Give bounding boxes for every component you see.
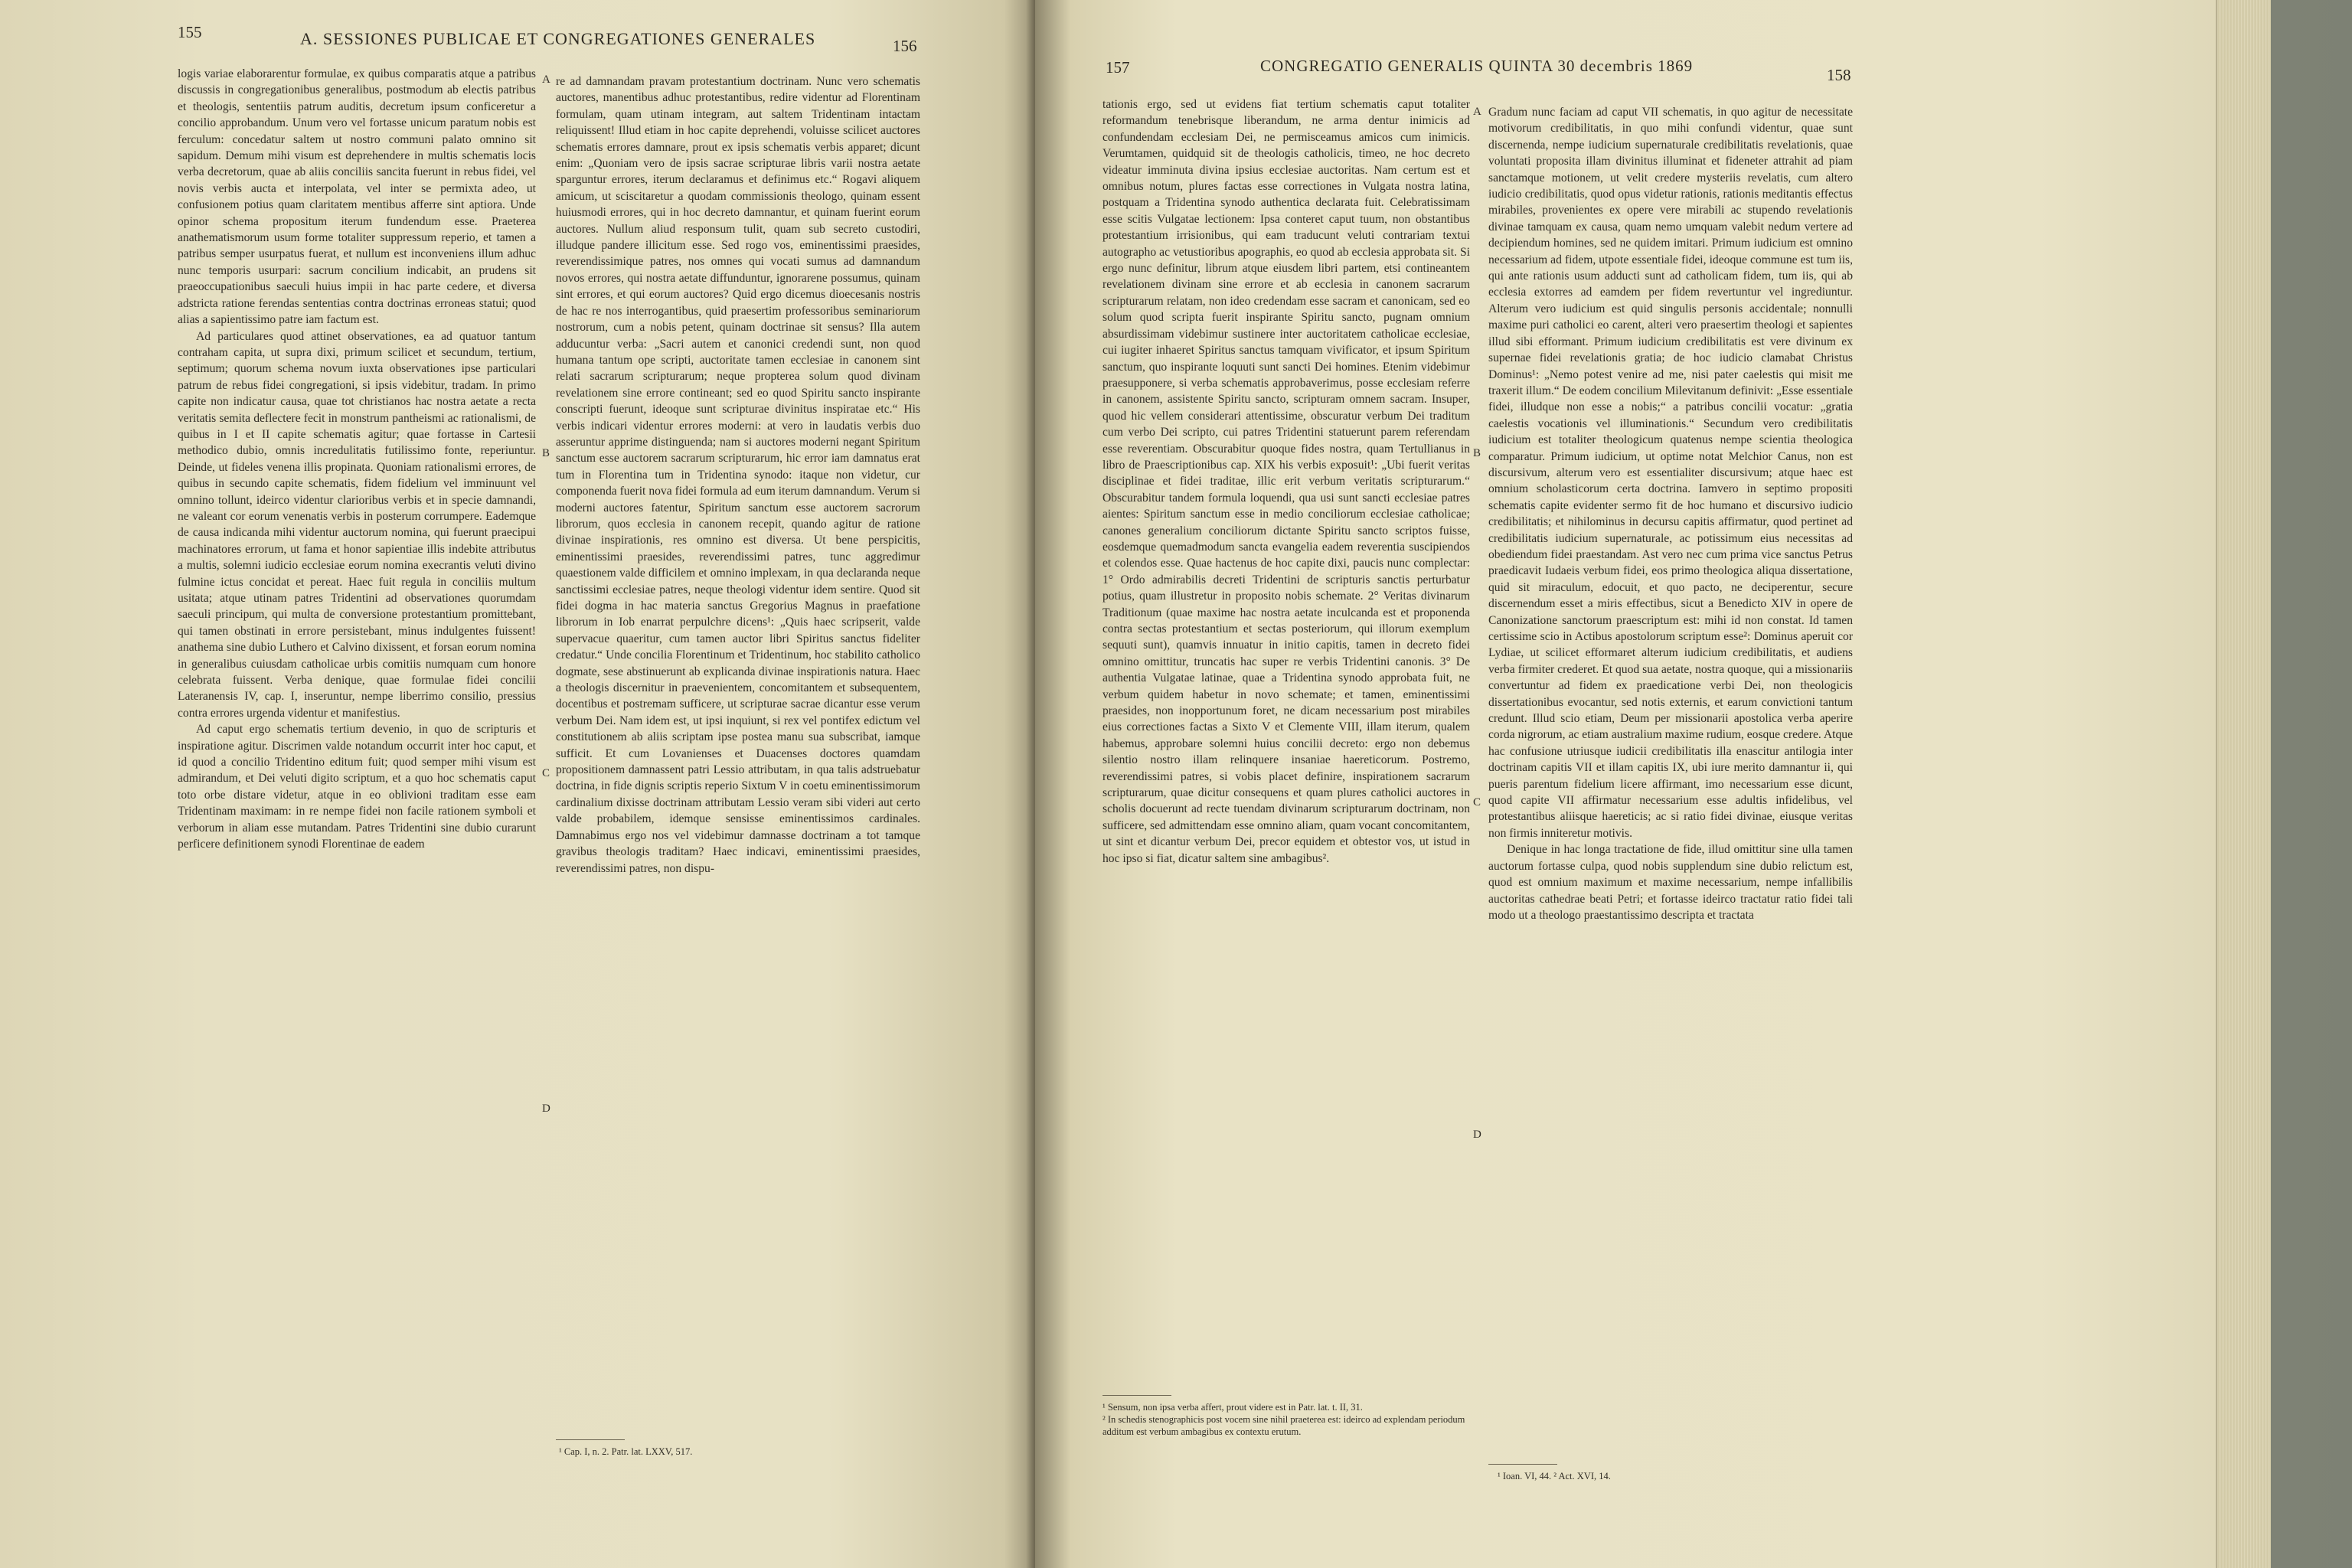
paragraph: tationis ergo, sed ut evidens fiat tertium schematis caput totaliter reformandum tenebrisque liberandum, ne arma dentur inimicis ad confundendam ecclesiam Dei, ne permisceamus amicos cum inimicis. Verumtamen, quidquid sit de theologis catholicis, timeo, ne hoc decreto videatur imminuta divina ipsius ecclesiae auctoritas. Nam certum est et omnibus notum, plures factas esse correctiones in Vulgata nostra latina, postquam a Tridentina synodo authentica declarata fuit. Celebratissimam esse scitis Vulgatae lectionem: Ipsa conteret caput tuum, non obstantibus protestantium irrisionibus, qui eam traducunt veluti contrariam textui autographo ac vetustioribus apographis, eo quod ab ecclesia approbata sit. Si ergo nunc definitur, librum atque eiusdem libri partem, etsi contineantem revelationem divinam sine errore et ab ecclesia in canonem sacrarum scripturarum relatam, non ideo credendam esse sacram et canonicam, sed eo solum quod scripta fuerit inspirante Spiritu sancto, pugnam omnium absurdissimam videbimur sustinere inter auctoritatem catholicae ecclesiae, cui iugiter inhaeret Spiritus sanctus tamquam vivificator, et ipsum Spiritum sanctum, quo inspirante loquuti sunt sancti Dei homines. Etenim videbimur praesupponere, si verba schematis approbaverimus, posse ecclesiam referre in canonem, assistente Spiritu sancto, scripturam omnem sacram. Insuper, quod hic vellem considerari attentissime, obscuratur verbum Dei traditum cum verbo Dei scripto, cui patres Tridentini statuerunt parem referendam esse reverentiam. Obscurabitur quoque fides nostra, quam Tertullianus in libro de Praescriptionibus cap. XIX his verbis exposuit¹: „Ubi fuerit veritas disciplinae et fidei traditae, illic erit verbum veritatis scripturarum.“ Obscurabitur tandem formula loquendi, qua usi sunt sancti ecclesiae patres aientes: Spiritum sanctum esse in medio conciliorum ecclesiae catholicae; canones generalium conciliorum dictante Spiritu sancto scriptos fuisse, eosdemque quemadmodum sancta evangelia eadem reverentia suscipiendos et colendos esse. Quae hactenus de hoc capite dixi, paucis nunc complectar: 1° Ordo admirabilis decreti Tridentini de scripturis sanctis perturbatur potius, quam illustretur in proposito nobis schemate. 2° Veritas divinarum Traditionum (quae maxime hac nostra aetate inculcanda est et proponenda contra sectas protestantium et sectas posteriorum, qui illorum exemplum sequuti sunt), quamvis innuatur in initio capitis, tamen in decreto fidei omnino omittitur, truncatis hac super re verbis Tridentini canonis. 3° De authentia Vulgatae latinae, quae a Tridentina synodo approbata fuit, ne verbum quidem habetur in novo schemate; et tamen, eminentissimi praesides, non inopportunum foret, ne dicam necessarium post mirabiles eius correctiones factas a Sixto V et Clemente VIII, illam iterum, qualem habemus, approbare solemni huius concilii decreto: ergo non debemus silentio nostro illam relinquere insaniae haereticorum. Postremo, reverendissimi patres, si vobis placet definire, inspirationem sacrarum scripturarum, quae dicitur consequens et quam plures catholici auctores in scholis docuerunt ad recte tuendam divinarum scripturarum doctrinam, non sufficere, sed admittendam esse omnino aliam, quam vocant concomitantem, ut sint et dicantur verbum Dei, precor equidem et obtestor vos, ut istud in hoc ipso si fiat, dicatur saltem sine ambagibus².: [1102, 98, 1470, 865]
margin-marker: B: [542, 447, 550, 459]
footnote-text: ² In schedis stenographicis post vocem sine nihil praeterea est: ideirco ad explendam periodum additum est verbum ambagibus ex contextu erutum.: [1102, 1414, 1465, 1437]
paragraph: re ad damnandam pravam protestantium doctrinam. Nunc vero schematis auctores, manentibus adhuc protestantibus, redire videntur ad Florentinam formulam, quam utinam integram, aut saltem Tridentinam intactam reliquissent! Illud etiam in hoc capite deprehendi, voluisse scilicet auctores schematis errores damnare, prout ex ipsis schematis verbis apparet; dicunt enim: „Quoniam vero de ipsis sacrae scripturae libris varii nostra aetate sparguntur errores, iterum declaramus et definimus etc.“ Rogavi aliquem amicum, ut sciscitaretur a quodam commissionis theologo, quinam essent huiusmodi errores, qui in hoc decreto damnantur, et quinam fuerint eorum auctores. Nullum aliud responsum tulit, quam sub secreto custodiri, illudque pandere illicitum esse. Sed rogo vos, eminentissimi praesides, reverendissimique patres, nos omnes qui vocati sumus ad damnandum novos errores, qui nostra aetate diffunduntur, ignorarene possumus, quinam sint errores, et qui eorum auctores? Quid ergo dicemus dioecesanis nostris de hac re nos interrogantibus, quid praesertim professoribus seminariorum nostrorum, cum a nobis petent, quinam doctrinae sit sensus? Illa autem adducuntur verba: „Sacri autem et canonici credendi sunt, non quod humana tantum ope scripti, auctoritate tamen ecclesiae in canonem sint relati sacrarum scripturarum; neque propterea solum quod divinam revelationem sine errore contineant; sed eo quod Spiritu sancto inspirante conscripti fuerunt, ideoque sunt scripturae divinitus inspiratae etc.“ His verbis indicari videntur errores moderni: at vero in laudatis verbis duo asseruntur apprime distinguenda; nam si auctores moderni negant Spiritum sanctum esse auctorem sacrarum scripturarum, hic error iam damnatus erat tum in Florentina tum in Tridentina synodo: itaque non videtur, cur componenda fuerit nova fidei formula ad eum iterum damnandum. Verum si moderni auctores fatentur, Spiritum sanctum esse auctorem sacrorum librorum, quos ecclesia in canonem recepit, quando agitur de ratione divinae inspirationis, res omnino est diversa. Ut bene perspicitis, eminentissimi praesides, reverendissimi patres, tunc aggredimur quaestionem valde difficilem et omnino implexam, in qua declaranda neque sanctissimi ecclesiae patres, neque theologi videntur idem sentire. Quod sit fidei dogma in hac materia sanctus Gregorius Magnus in praefatione librorum in Iob enarrat perpulchre dicens¹: „Quis haec scripserit, valde supervacue quaeritur, cum tamen auctor libri Spiritus sanctus fideliter credatur.“ Unde concilia Florentinum et Tridentinum, hoc stabilito catholico dogmate, sese abstinuerunt ab explicanda divinae inspirationis natura. Haec a theologis discernitur in praevenientem, concomitantem et subsequentem, docentibus et postremam sufficere, ut scripturae sacrae dicantur esse verum verbum Dei. Nam idem est, ut ipsi inquiunt, si rex vel pontifex edictum vel constitutionem ab aliis scriptam ipse postea manu sua subscribat, iamque sufficit. Et cum Lovanienses et Duacenses doctores quamdam propositionem damnassent patri Lessio attributam, in qua talis adstruebatur doctrina, in fide dignis scriptis reperio Sixtum V in coetu eminentissimorum cardinalium dixisse doctrinam attributam Lessio veram sibi videri aut certo valde probabilem, idemque sensisse eminentissimos cardinales. Damnabimus ergo nos vel videbimur damnasse doctrinam a tot tamque gravibus theologis traditam? Haec indicavi, eminentissimi praesides, reverendissimi patres, non dispu-: [556, 75, 920, 875]
paragraph: Gradum nunc faciam ad caput VII schematis, in quo agitur de necessitate motivorum credibilitatis, in quo mihi confundi videntur, quae sunt discernenda, nempe iudicium supernaturale credibilitatis revelationis, quae voluntati proposita illam divinitus illuminat et fideneter attrahit ad piam sanctamque motionem, ut velit credere mysteriis revelatis, cum altero iudicio credibilitatis, quod opus videtur rationis, rationis meditantis effectus mirabiles, provenientes ex opere vere mirabili ac stupendo revelationis divinae tamquam ex causa, quam nemo umquam valebit nedum vertere ad decipiendum homines, sed ne quidem imitari. Primum iudicium est omnino necessarium ad fidem, utpote essentiale fidei, ideoque commune est tum iis, qui ante rationis usum adducti sunt ad catholicam fidem, tum iis, qui ab ecclesia extorres ad eamdem per fidem revertuntur vel ingrediuntur. Alterum vero iudicium est quid singulis personis accidentale; nonnulli maxime puri catholici eo carent, alteri vero praesertim theologi et sapientes illud sibi efformant. Primum iudicium credibilitatis est vere divinum ex supernae fidei revelationis gratia; de hoc iudicio clamabat Christus Dominus¹: „Nemo potest venire ad me, nisi pater caelestis qui misit me traxerit illum.“ De eodem concilium Milevitanum definivit: „Esse essentiale fidei, illudque non esse a nobis;“ a patribus concilii vocatur: „gratia caelestis vocationis vel illuminationis.“ Secundum vero credibilitatis iudicium est totaliter theologicum quatenus nempe scientia theologica comparatur. Primum iudicium, ut optime notat Melchior Canus, non est discursivum, alterum vero est essentialiter discursivum; atque haec est omnium scholasticorum certa doctrina. Iamvero in septimo propositi schematis capite evidenter sermo fit de hoc humano et discursivo iudicio credibilitatis; et nihilominus in decursu capitis affirmatur, quod pertinet ad credibilitatis iudicium supernaturale, ac potissimum eius necessitas ad obediendum fidei praestandam. Ast vero nec cum prima vice sanctus Petrus praedicavit Iudaeis verbum fidei, eos primo theologica aliqua dissertatione, quid sit miraculum, edocuit, et quo pacto, ne deciperentur, secure discernendum esset a miris effectibus, sicut a Benedicto XIV in opere de Canonizatione sanctorum praescriptum est: mihi id non constat. Id tamen certissime scio in Actibus apostolorum scriptum esse²: Dominus aperuit cor Lydiae, ut scilicet efformaret alterum iudicium credibilitatis, et audiens verba firmiter crederet. Et quod sua aetate, nostra quoque, qui a missionariis convertuntur ad fidem ex praedicatione verbi Dei, non theologicis dissertationibus evocantur, sed notis externis, et earum convictioni tantum credunt. Illud scio etiam, Deum per missionarii apostolica verba aperire corda nigrorum, ac etiam australium maxime rudium, eosque credere. Atque hac confusione utriusque iudicii credibilitatis illa enascitur antilogia inter doctrinam capitis VII et illam capitis IX, ubi iure merito damnantur ii, qui pueris parentum fidelium licere affirmant, imo necessarium esse dicunt, quod capite VII affirmatur necessarium esse adultis infidelibus, vel protestantibus aliisque haereticis; ac si ratio fidei divinae, eiusque veritas non firmis inniteretur motivis.: [1488, 106, 1853, 840]
left-folio-b: 156: [893, 37, 917, 55]
right-footnote-right: [1498, 1470, 1834, 1482]
footnote-text: ¹ Ioan. VI, 44. ² Act. XVI, 14.: [1498, 1471, 1611, 1481]
paragraph: Denique in hac longa tractatione de fide, illud omittitur sine ulla tamen auctorum fortasse culpa, quod nobis supplendum sine dubio relictum est, quod est omnium maximum et maxime necessarium, nempe infallibilis auctoritas cathedrae beati Petri; et fortasse ideirco tractatur ratio fidei tali modo ut a theologo praestantissimo descripta et tractata: [1488, 843, 1853, 922]
right-column-2: [1488, 104, 1853, 1452]
right-folio-b: 158: [1827, 66, 1851, 84]
right-column-1: [1102, 96, 1470, 1383]
paragraph: logis variae elaborarentur formulae, ex quibus comparatis atque a patribus discussis in congregationibus generalibus, postmodum ab electis patribus et theologis, sententiis patrum auditis, decretum ipsum conficeretur a concilio approbandum. Unum vero vel fortasse unicum paratum nobis est ferculum: concedatur saltem ut nostro communi palato omnino sit sapidum. Demum mihi visum est deprehendere in multis schematis locis verba decretorum, quae ab aliis conciliis sancita fuerunt in rebus fidei, vel novis verbis aucta et interpolata, vel inter se permixta adeo, ut confusionem potius quam claritatem mentibus afferre sint aptiora. Unde opinor schema propositum iterum fundendum esse. Praeterea anathematismorum usum forme totaliter suppressum reperio, et tamen a patribus semper usurpatus fuerat, et nullum est inconveniens illum adhuc nunc temporis usurpari: sacrum concilium indicabit, an prudens sit praeoccupationibus saeculi huius impii in hac parte cedere, et diversa adstricta ratione ferendas sententias contra doctrinas erroneas statui; quod alias a sapientissimo patre iam factum est.: [178, 67, 536, 327]
footnote-rule: [556, 1439, 625, 1440]
left-column-2: [556, 74, 920, 1430]
right-running-head: CONGREGATIO GENERALIS QUINTA 30 decembris 1869: [1260, 57, 1694, 75]
footnote-text: ¹ Cap. I, n. 2. Patr. lat. LXXV, 517.: [559, 1446, 693, 1457]
left-page: [0, 0, 1035, 1568]
right-folio-a: 157: [1106, 58, 1130, 77]
right-page: [1035, 0, 2216, 1568]
footnote-text: ¹ Sensum, non ipsa verba affert, prout videre est in Patr. lat. t. II, 31.: [1102, 1402, 1363, 1413]
right-footnotes-left: [1102, 1401, 1467, 1438]
paragraph: Ad caput ergo schematis tertium devenio, in quo de scripturis et inspiratione agitur. Discrimen valde notandum occurrit inter hoc caput, et id quod a concilio Tridentino editum fuit; quod semper mihi visum est admirandum, et Dei veluti digito scriptum, et a quo hoc schematis caput toto orbe distare videtur, atque in eo oblivioni traditam esse eam Tridentinam maximam: in re nempe fidei non facile rationem symboli et verborum in aliam esse mutandam. Patres Tridentini sine dubio curarunt perficere definitionem synodi Florentinae de eadem: [178, 723, 536, 851]
page-edges: [2216, 0, 2271, 1568]
margin-marker: B: [1473, 447, 1481, 459]
margin-marker: C: [1473, 796, 1481, 808]
margin-marker: D: [542, 1102, 550, 1115]
left-column-1: [178, 66, 536, 1429]
left-folio-a: 155: [178, 23, 202, 41]
left-footnote: [559, 1446, 896, 1458]
footnote-rule: [1102, 1395, 1171, 1396]
margin-marker: A: [542, 74, 550, 86]
margin-marker: A: [1473, 106, 1481, 118]
footnote-rule: [1488, 1464, 1557, 1465]
margin-marker: D: [1473, 1129, 1481, 1141]
left-running-head: A. SESSIONES PUBLICAE ET CONGREGATIONES GENERALES: [300, 29, 816, 48]
margin-marker: C: [542, 767, 550, 779]
paragraph: Ad particulares quod attinet observationes, ea ad quatuor tantum contraham capita, ut supra dixi, primum scilicet et secundum, tertium, septimum; quorum schema novum iuxta observationes ipse particulari patrum de rebus fidei congregationi, si ipsis videbitur, tradam. In primo capite non indicatur causa, quae tot christianos hac nostra aetate a recta veritatis semita deflectere fecit in monstrum pantheismi ac rationalismi, de quibus in I et II capite schematis agitur; quae fortasse in Cartesii methodico dubio, omnis incredulitatis futilissimo fonte, reperiuntur. Deinde, ut fideles venena illis propinata. Quoniam rationalismi errores, de quibus in secundo capite schematis, fidem fidelium vel imminuunt vel omnino tollunt, ideirco videntur clarioribus verbis et in specie damnandi, ne valeant cor eorum venenatis verbis in posterum corrumpere. Eademque de causa indicanda mihi videntur auctorum nomina, qui fuerunt praecipui machinatores errorum, ut fama et honor sapientiae illis indebite attributus a multis, solemni iudicio ecclesiae eorum nomina execrantis veluti divino fulmine ictus concidat et pereat. Haec fuit regula in conciliis multum usitata; atque utinam patres Tridentini ad observationes quorumdam saeculi principum, qui multa de conversione protestantium promittebant, qui tamen obstinati in errore persistebant, minus indulgentes fuissent! anathema sine dubio Luthero et Calvino dixissent, et forsan eorum nomina in generalibus cuiusdam catholicae urbis comitiis numquam cum honore celebrata fuissent. Verba denique, quae formulae fidei concilii Lateranensis IV, cap. I, inseruntur, nempe liberrimo consilio, pressius contra errores urgenda videntur et manifestius.: [178, 329, 536, 720]
